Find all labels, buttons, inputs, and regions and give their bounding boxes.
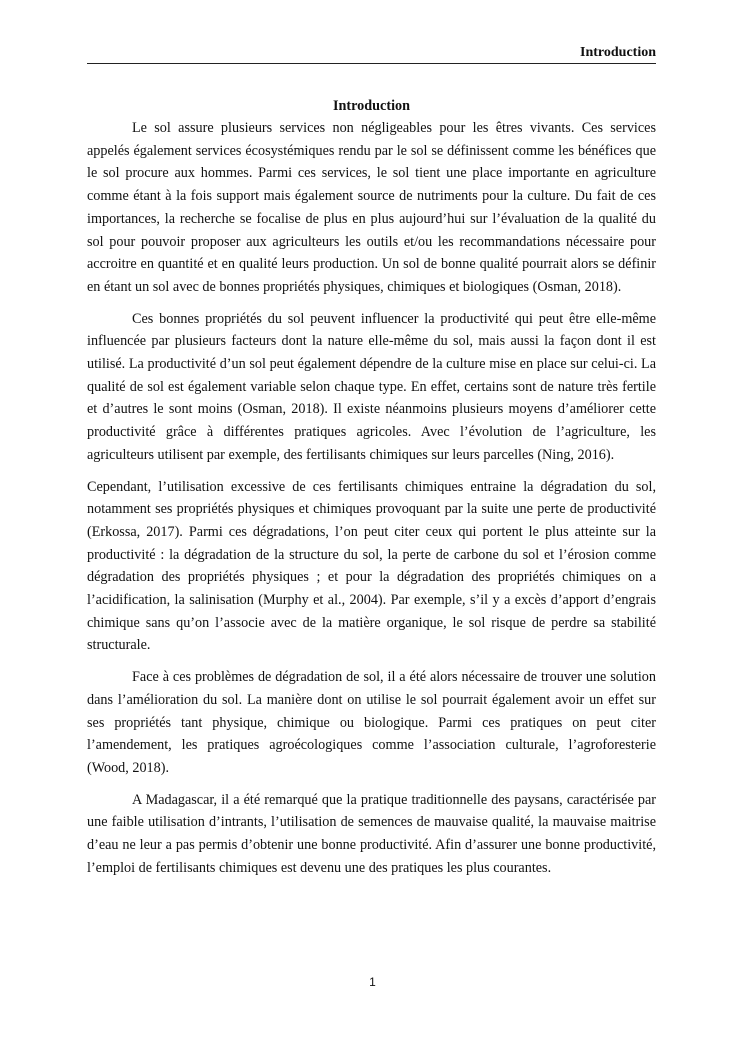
page-content <box>87 97 656 889</box>
page-number: 1 <box>369 975 376 989</box>
paragraph-5: A Madagascar, il a été remarqué que la pratique traditionnelle des paysans, caractérisée par une faible utilisation d’intrants, l’utilisation de semences de mauvaise qualité, la mauvaise maitrise d’eau ne leur a pas permis d’obtenir une bonne productivité. Afin d’assurer une bonne productivité, l’emploi de fertilisants chimiques est devenu une des pratiques les plus courantes. <box>87 791 656 876</box>
paragraph-3: Cependant, l’utilisation excessive de ces fertilisants chimiques entraine la dégradation du sol, notamment ses propriétés physiques et chimiques provoquant par la suite une perte de productivité (Erkossa, 2017). Parmi ces dégradations, l’on peut citer ceux qui portent le plus atteinte sur la productivité : la dégradation de la structure du sol, la perte de carbone du sol et l’érosion comme dégradation des propriétés physiques ; et pour la dégradation des propriétés chimiques on a l’acidification, la salinisation (Murphy et al., 2004). Par exemple, s’il y a excès d’apport d’engrais chimique sans qu’on l’associe avec de la matière organique, le sol risque de perdre sa stabilité structurale. <box>87 478 656 654</box>
section-title: Introduction <box>333 98 410 114</box>
paragraph-1: Le sol assure plusieurs services non négligeables pour les êtres vivants. Ces services appelés également services écosystémiques rendu par le sol se définissent comme les bénéfices que le sol procure aux hommes. Parmi ces services, le sol tient une place importante en agriculture comme étant à la fois support mais également source de nutriments pour la culture. Du fait de ces importances, la recherche se focalise de plus en plus aujourd’hui sur l’évaluation de la qualité du sol pour pouvoir proposer aux agriculteurs les outils et/ou les recommandations nécessaire pour accroitre en quantité et en qualité leurs production. Un sol de bonne qualité pourrait alors se définir en étant un sol avec de bonnes propriétés physiques, chimiques et biologiques (Osman, 2018). <box>87 120 656 295</box>
running-header <box>87 44 656 64</box>
paragraph-2: Ces bonnes propriétés du sol peuvent influencer la productivité qui peut être elle-même influencée par plusieurs facteurs dont la nature elle-même du sol, mais aussi la façon dont il est utilisé. La productivité d’un sol peut également dépendre de la culture mise en place sur celui-ci. La qualité de sol est également variable selon chaque type. En effet, certains sont de nature très fertile et d’autres le sont moins (Osman, 2018). Il existe néanmoins plusieurs moyens d’améliorer cette productivité grâce à différentes pratiques agricoles. Avec l’évolution de l’agriculture, les agriculteurs utilisent par exemple, des fertilisants chimiques sur leurs parcelles (Ning, 2016). <box>87 310 656 463</box>
running-header-title: Introduction <box>580 45 656 60</box>
paragraph-4: Face à ces problèmes de dégradation de sol, il a été alors nécessaire de trouver une solution dans l’amélioration du sol. La manière dont on utilise le sol pourrait également avoir un effet sur ses propriétés tant physique, chimique ou biologique. Parmi ces pratiques on peut citer l’amendement, les pratiques agroécologiques comme l’association culturale, l’agroforesterie (Wood, 2018). <box>87 669 656 776</box>
